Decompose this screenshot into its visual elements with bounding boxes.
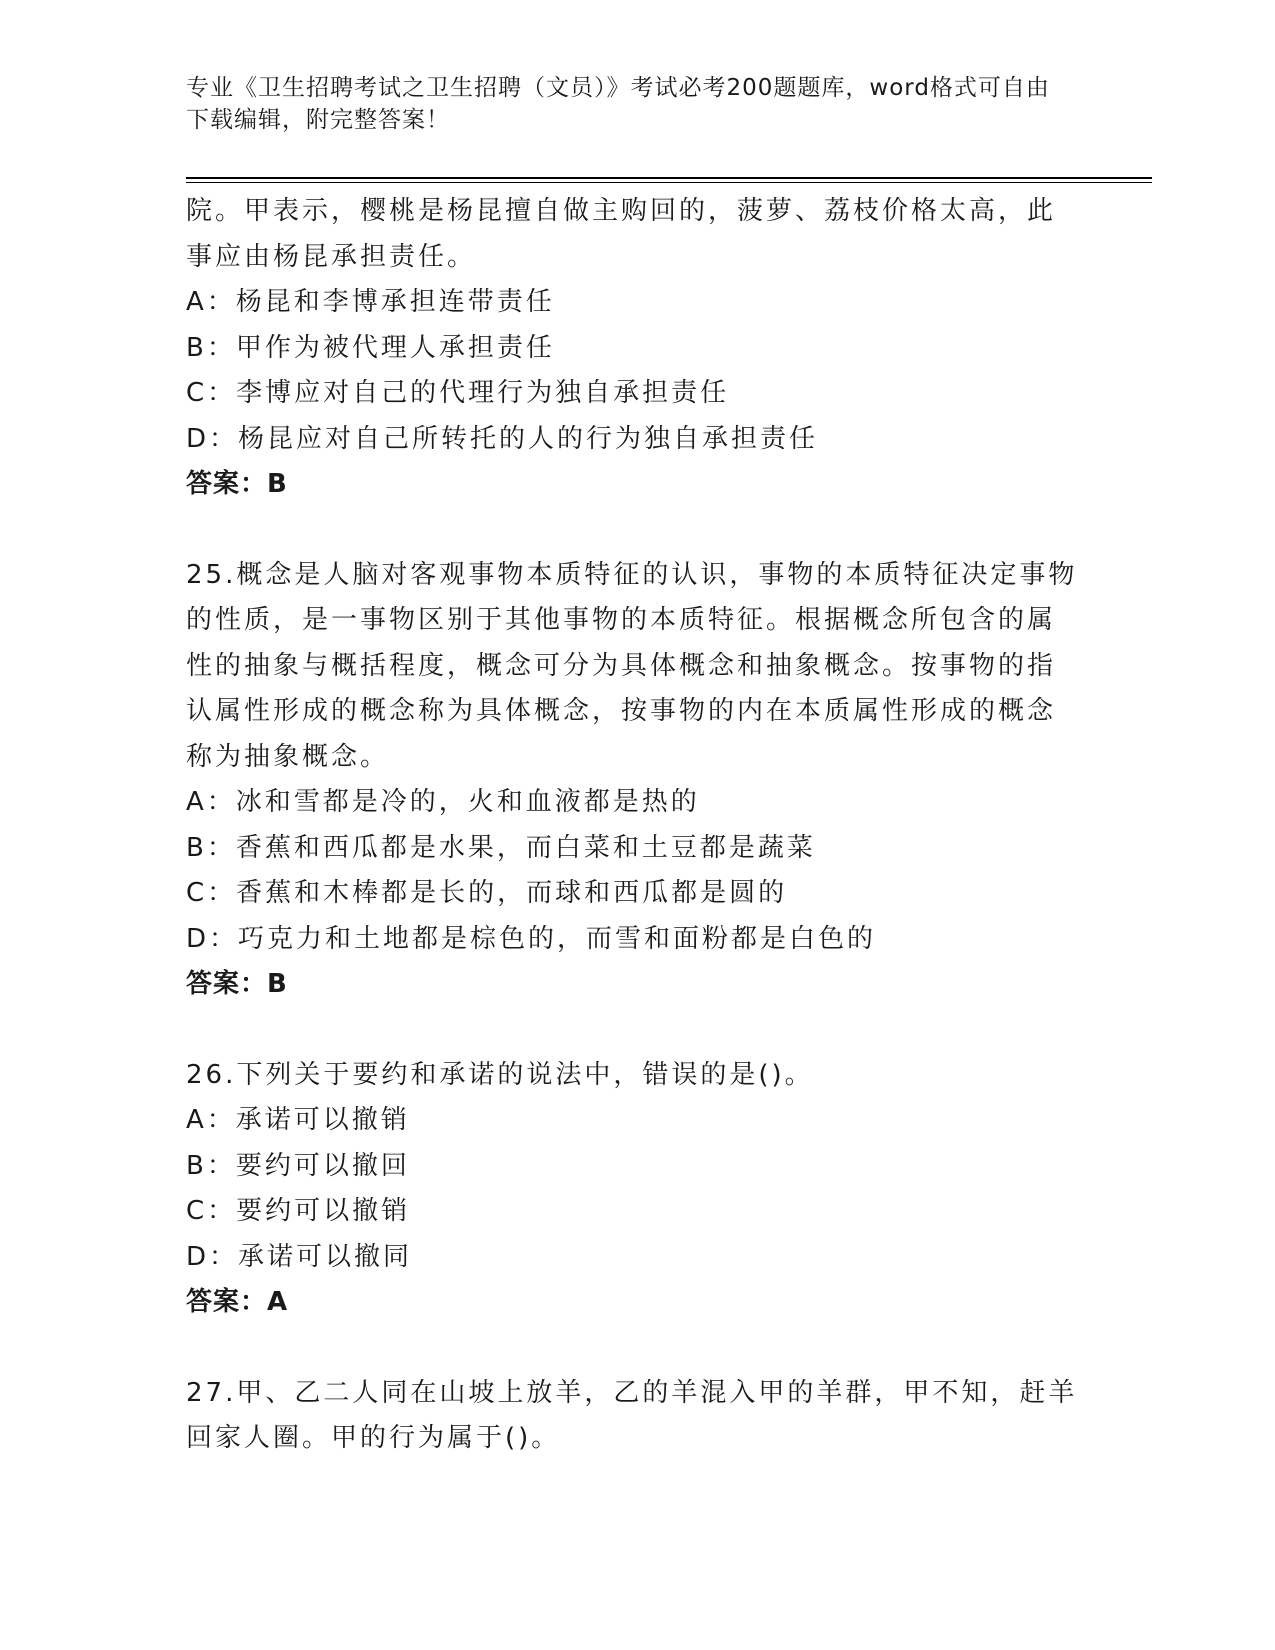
question-stem-line: 院。甲表示，樱桃是杨昆擅自做主购回的，菠萝、荔枝价格太高，此 [186,196,1057,226]
option-b: B：甲作为被代理人承担责任 [186,332,555,363]
spacer [186,508,1086,553]
question-stem-line: 的性质，是一事物区别于其他事物的本质特征。根据概念所包含的属 [186,605,1057,635]
answer-label: 答案：B [186,469,288,499]
question-stem-line: 26.下列关于要约和承诺的说法中，错误的是()。 [186,1059,814,1090]
question-stem-line: 认属性形成的概念称为具体概念，按事物的内在本质属性形成的概念 [186,696,1057,726]
option-b: B：要约可以撤回 [186,1150,410,1181]
option-a: A：冰和雪都是冷的，火和血液都是热的 [186,787,700,817]
question-stem-line: 性的抽象与概括程度，概念可分为具体概念和抽象概念。按事物的指 [186,650,1057,681]
question-26 [186,1053,1086,1326]
answer-label: 答案：B [186,969,288,999]
document-body [186,189,1086,1462]
header-divider [186,177,1152,183]
question-25 [186,553,1086,1008]
question-stem-line: 25.概念是人脑对客观事物本质特征的认识，事物的本质特征决定事物 [186,559,1078,590]
option-d: D：承诺可以撤同 [186,1241,413,1272]
option-a: A：承诺可以撤销 [186,1105,410,1135]
answer-label: 答案：A [186,1287,289,1317]
page-header: 专业《卫生招聘考试之卫生招聘（文员）》考试必考200题题库，word格式可自由下载编辑，附完整答案！ [186,75,1050,133]
question-stem-line: 事应由杨昆承担责任。 [186,241,477,272]
question-stem-line: 回家人圈。甲的行为属于()。 [186,1423,561,1453]
option-c: C：李博应对自己的代理行为独自承担责任 [186,378,730,408]
option-d: D：杨昆应对自己所转托的人的行为独自承担责任 [186,423,819,454]
spacer [186,1008,1086,1053]
question-24 [186,189,1086,508]
spacer [186,1326,1086,1371]
option-a: A：杨昆和李博承担连带责任 [186,287,555,317]
question-stem-line: 27.甲、乙二人同在山坡上放羊，乙的羊混入甲的羊群，甲不知，赶羊 [186,1377,1078,1408]
question-stem-line: 称为抽象概念。 [186,741,390,772]
option-d: D：巧克力和土地都是棕色的，而雪和面粉都是白色的 [186,923,877,954]
option-c: C：香蕉和木棒都是长的，而球和西瓜都是圆的 [186,878,788,908]
option-c: C：要约可以撤销 [186,1196,411,1226]
question-27 [186,1371,1086,1462]
option-b: B：香蕉和西瓜都是水果，而白菜和土豆都是蔬菜 [186,832,816,863]
